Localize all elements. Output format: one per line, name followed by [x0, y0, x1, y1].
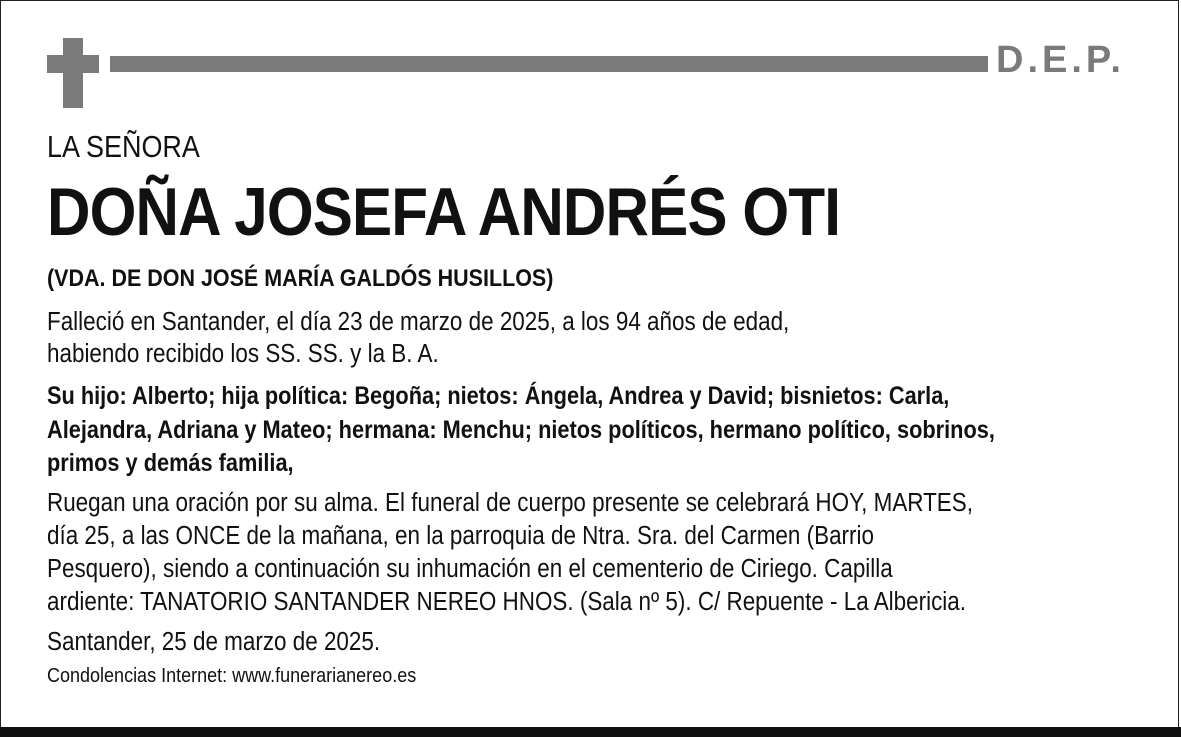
family-line: Alejandra, Adriana y Mateo; hermana: Menchu; nietos políticos, hermano político, sobrinos,	[47, 416, 995, 444]
dep-label: D.E.P.	[996, 39, 1125, 81]
death-line: Falleció en Santander, el día 23 de marzo de 2025, a los 94 años de edad,	[47, 308, 790, 336]
funeral-line: Ruegan una oración por su alma. El funeral de cuerpo presente se celebrará HOY, MARTES,	[47, 489, 973, 517]
bottom-rule	[0, 727, 1181, 737]
condolences-link[interactable]: Condolencias Internet: www.funerarianereo.es	[47, 665, 417, 687]
funeral-line: día 25, a las ONCE de la mañana, en la parroquia de Ntra. Sra. del Carmen (Barrio	[47, 522, 874, 550]
cross-horizontal-bar	[47, 55, 99, 73]
cross-vertical-bar	[63, 38, 83, 108]
notice-intro: LA SEÑORA	[47, 129, 200, 164]
header-rule	[110, 56, 988, 72]
death-line: habiendo recibido los SS. SS. y la B. A.	[47, 340, 439, 368]
funeral-line: Pesquero), siendo a continuación su inhumación en el cementerio de Ciriego. Capilla	[47, 555, 893, 583]
family-line: Su hijo: Alberto; hija política: Begoña; nietos: Ángela, Andrea y David; bisnietos: Carla,	[47, 382, 950, 410]
family-line: primos y demás familia,	[47, 449, 294, 477]
funeral-line: ardiente: TANATORIO SANTANDER NEREO HNOS. (Sala nº 5). C/ Repuente - La Albericia.	[47, 588, 967, 616]
widow-of-line: (VDA. DE DON JOSÉ MARÍA GALDÓS HUSILLOS)	[47, 265, 554, 292]
closing-date: Santander, 25 de marzo de 2025.	[47, 628, 381, 656]
deceased-name: DOÑA JOSEFA ANDRÉS OTI	[47, 174, 841, 250]
